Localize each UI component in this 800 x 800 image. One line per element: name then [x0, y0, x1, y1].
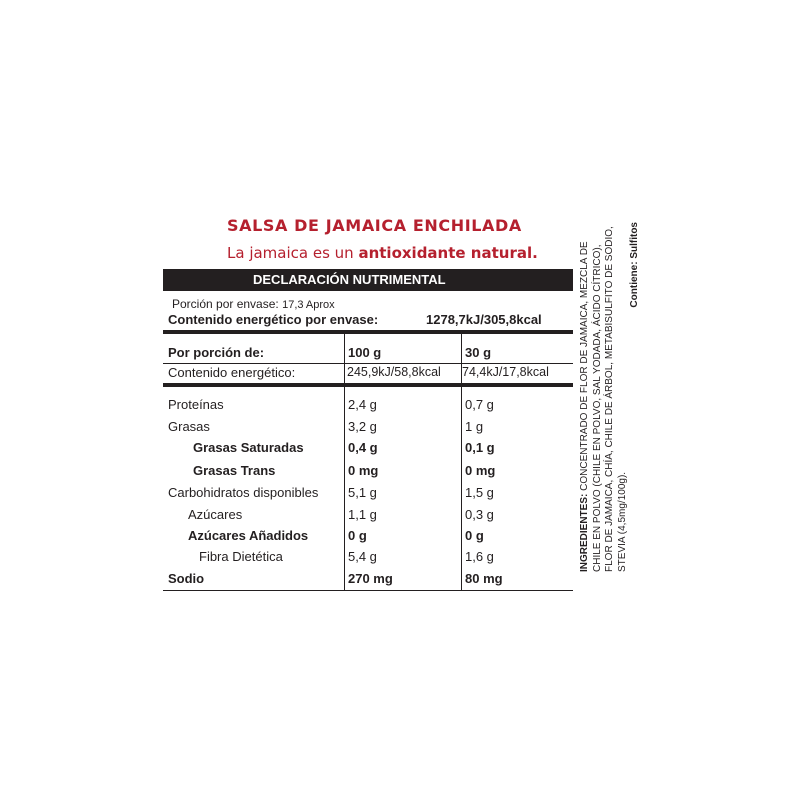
row-value-30g: 74,4kJ/17,8kcal [462, 365, 549, 379]
ingredients-label: INGREDIENTES: [579, 493, 590, 572]
portion-label: Porción por envase: [172, 297, 279, 311]
column-divider-1 [344, 330, 345, 590]
contains-label: Contiene: [629, 261, 640, 308]
row-value-30g: 0 mg [465, 463, 496, 478]
column-header-30g: 30 g [465, 345, 492, 360]
row-label: Carbohidratos disponibles [168, 485, 319, 500]
row-value-100g: 245,9kJ/58,8kcal [347, 365, 441, 379]
row-value-100g: 2,4 g [348, 397, 377, 412]
row-value-100g: 0 g [348, 528, 367, 543]
row-value-30g: 0,7 g [465, 397, 494, 412]
product-tagline [227, 244, 538, 262]
table-rule-thick [163, 383, 573, 387]
row-value-30g: 0,1 g [465, 440, 495, 455]
table-rule [163, 363, 573, 364]
nutrition-header: DECLARACIÓN NUTRIMENTAL [163, 269, 573, 291]
tagline-prefix: La jamaica es un [227, 244, 359, 262]
row-value-100g: 3,2 g [348, 419, 377, 434]
row-value-30g: 1 g [465, 419, 484, 434]
row-label: Grasas Saturadas [193, 440, 304, 455]
row-value-30g: 0,3 g [465, 507, 494, 522]
row-label: Azúcares Añadidos [188, 528, 309, 543]
contains-value: Sulfitos [629, 222, 640, 262]
table-top-rule [163, 330, 573, 334]
contains-line [629, 222, 642, 572]
tagline-bold: antioxidante natural. [358, 244, 538, 262]
row-label: Azúcares [188, 507, 243, 522]
row-value-100g: 0,4 g [348, 440, 378, 455]
ingredients-block [579, 222, 642, 572]
row-value-100g: 270 mg [348, 571, 393, 586]
row-value-100g: 0 mg [348, 463, 379, 478]
energy-package-value: 1278,7kJ/305,8kcal [426, 312, 542, 327]
column-header-label: Por porción de: [168, 345, 265, 360]
row-value-30g: 0 g [465, 528, 484, 543]
row-label: Contenido energético: [168, 365, 296, 380]
portion-line [172, 297, 335, 311]
ingredients-list: CONCENTRADO DE FLOR DE JAMAICA, MEZCLA DE CHILE EN POLVO (CHILE EN POLVO, SAL YODADA, ÁCIDO CÍTRICO), FLOR DE JAMAICA, CHÍA, CHILE DE ÁRBOL, METABISULFITO DE SODIO, STEVIA (4,5mg/100g). [579, 226, 628, 572]
row-value-30g: 1,5 g [465, 485, 494, 500]
row-value-100g: 5,1 g [348, 485, 377, 500]
ingredients-text [579, 222, 629, 572]
row-label: Proteínas [168, 397, 224, 412]
row-value-100g: 1,1 g [348, 507, 377, 522]
product-title: SALSA DE JAMAICA ENCHILADA [227, 216, 522, 235]
energy-package-label: Contenido energético por envase: [168, 312, 379, 327]
row-label: Fibra Dietética [199, 549, 283, 564]
row-label: Sodio [168, 571, 205, 586]
row-value-100g: 5,4 g [348, 549, 377, 564]
row-label: Grasas Trans [193, 463, 276, 478]
row-label: Grasas [168, 419, 210, 434]
energy-per-package [168, 312, 568, 327]
row-value-30g: 1,6 g [465, 549, 494, 564]
row-value-30g: 80 mg [465, 571, 503, 586]
portion-value: 17,3 Aprox [282, 299, 335, 311]
table-bottom-rule [163, 590, 573, 591]
column-header-100g: 100 g [348, 345, 382, 360]
